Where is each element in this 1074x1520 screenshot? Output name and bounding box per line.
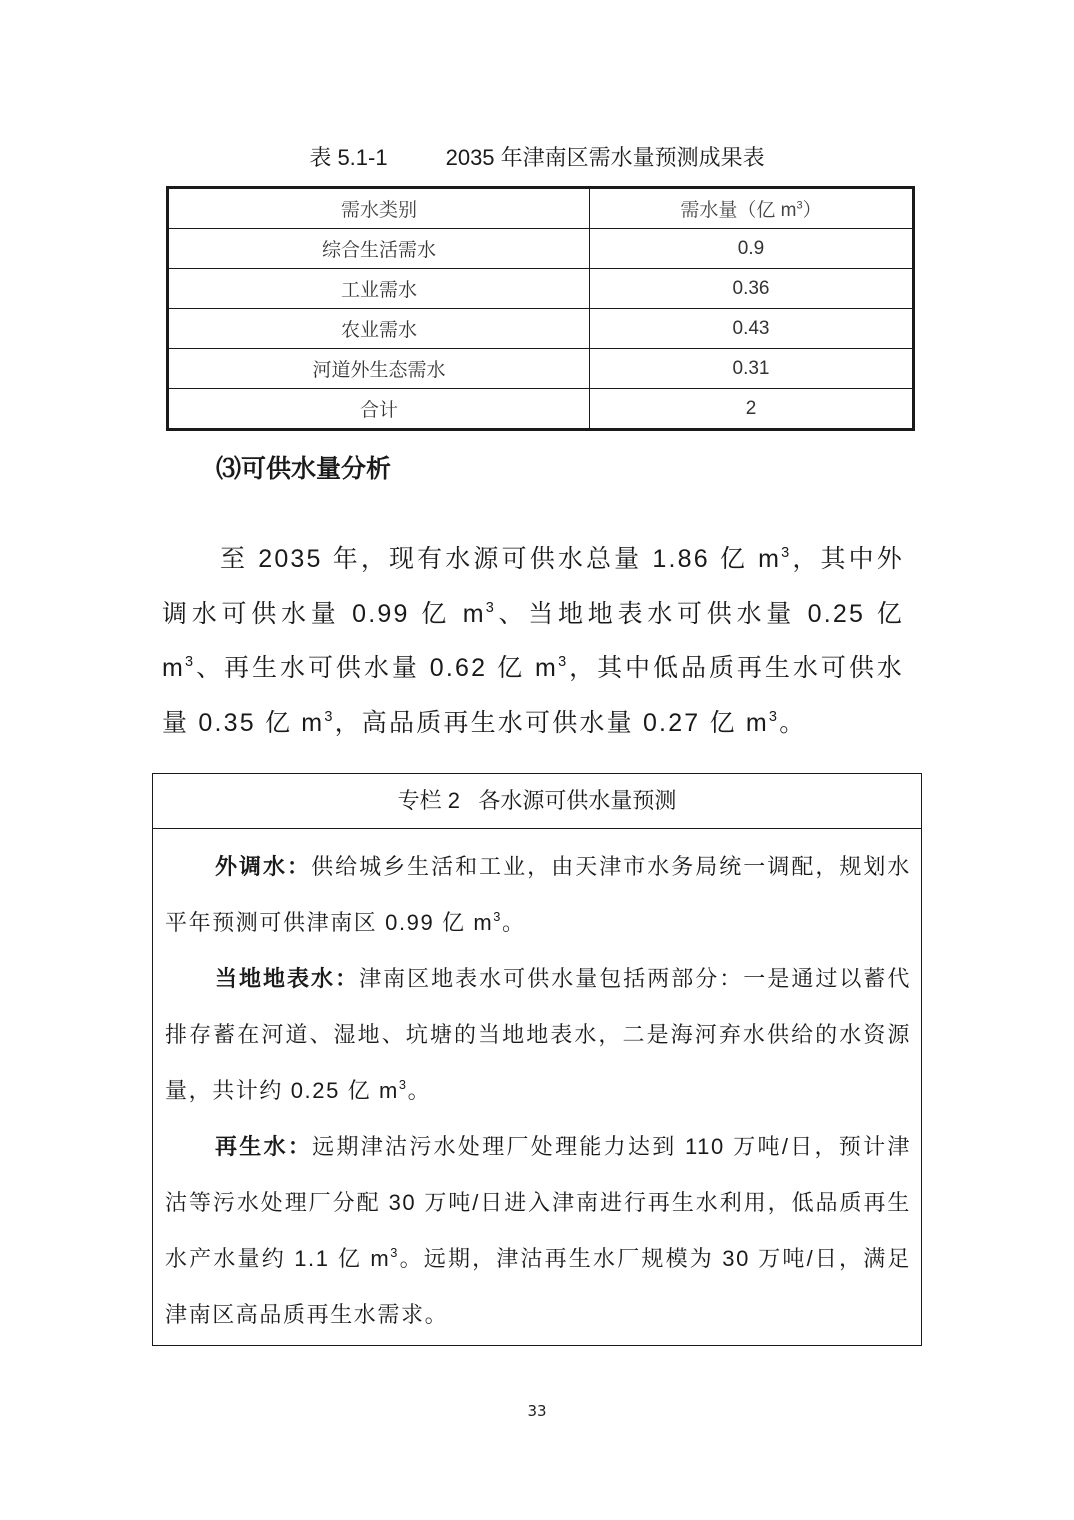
para-text: 至 2035 年，现有水源可供水总量 1.86 亿 m bbox=[220, 545, 782, 573]
row-amount: 0.43 bbox=[590, 309, 914, 349]
box-item-tail: 。 bbox=[407, 1078, 432, 1103]
row-category: 合计 bbox=[168, 389, 590, 430]
box-item-lead: 再生水： bbox=[215, 1134, 313, 1159]
para-text: ，高品质再生水可供水量 0.27 亿 m bbox=[334, 708, 769, 737]
row-amount: 0.9 bbox=[590, 229, 914, 269]
section-heading: ⑶可供水量分析 bbox=[216, 455, 392, 483]
row-amount: 0.31 bbox=[590, 349, 914, 389]
table-header-row bbox=[168, 188, 914, 229]
para-sup: 3 bbox=[768, 708, 780, 725]
box-item-tail: 。远期，津沽再生水厂规模为 30 万吨/日，满足津南区高品质再生水需求。 bbox=[165, 1246, 912, 1327]
para-text: 。 bbox=[779, 708, 807, 737]
water-demand-table bbox=[166, 186, 915, 431]
box-item-sup: 3 bbox=[493, 909, 502, 925]
box-item-external-water bbox=[165, 839, 911, 951]
row-category: 农业需水 bbox=[168, 309, 590, 349]
box-item-text: 供给城乡生活和工业，由天津市水务局统一调配，规划水平年预测可供津南区 0.99 亿 m bbox=[165, 854, 911, 935]
row-category: 综合生活需水 bbox=[168, 229, 590, 269]
box-item-tail: 。 bbox=[502, 910, 526, 935]
supply-analysis-paragraph bbox=[162, 532, 904, 750]
para-text: ，其中低品质再生水可供水量 0.35 亿 m bbox=[162, 654, 904, 737]
amount-header-text: 需水量（亿 m bbox=[680, 200, 797, 221]
para-sup: 3 bbox=[185, 653, 196, 670]
amount-header-suffix: ） bbox=[802, 200, 822, 221]
box-item-sup: 3 bbox=[398, 1077, 408, 1093]
para-text: 、再生水可供水量 0.62 亿 m bbox=[195, 654, 559, 682]
column-header-amount bbox=[590, 188, 914, 229]
column-header-category: 需水类别 bbox=[168, 188, 590, 229]
para-sup: 3 bbox=[781, 544, 792, 561]
table-row bbox=[168, 229, 914, 269]
para-sup: 3 bbox=[324, 708, 335, 725]
row-category: 工业需水 bbox=[168, 269, 590, 309]
table-row bbox=[168, 349, 914, 389]
column-box bbox=[152, 773, 922, 1346]
table-row bbox=[168, 309, 914, 349]
box-item-lead: 外调水： bbox=[215, 854, 312, 879]
column-box-body bbox=[153, 829, 921, 1343]
row-amount: 0.36 bbox=[590, 269, 914, 309]
amount-header-sup: 3 bbox=[796, 199, 803, 212]
row-category: 河道外生态需水 bbox=[168, 349, 590, 389]
para-text: ，其中外调水可供水量 0.99 亿 m bbox=[162, 545, 904, 628]
para-sup: 3 bbox=[558, 653, 569, 670]
box-item-sup: 3 bbox=[390, 1245, 399, 1261]
box-item-recycled-water bbox=[165, 1119, 911, 1343]
table-row-total bbox=[168, 389, 914, 430]
box-item-text: 津南区地表水可供水量包括两部分：一是通过以蓄代排存蓄在河道、湿地、坑塘的当地地表水，二是海河弃水供给的水资源量，共计约 0.25 亿 m bbox=[165, 966, 911, 1103]
para-sup: 3 bbox=[485, 599, 497, 616]
table-caption bbox=[0, 142, 1074, 174]
box-item-lead: 当地地表水： bbox=[215, 966, 360, 991]
table-caption-number: 表 5.1-1 bbox=[309, 145, 388, 170]
box-item-local-surface-water bbox=[165, 951, 911, 1119]
para-text: 、当地地表水可供水量 0.25 亿 m bbox=[162, 599, 905, 682]
table-caption-title: 2035 年津南区需水量预测成果表 bbox=[445, 145, 765, 170]
column-box-title: 专栏 2 各水源可供水量预测 bbox=[153, 774, 921, 829]
table-row bbox=[168, 269, 914, 309]
box-item-text: 远期津沽污水处理厂处理能力达到 110 万吨/日，预计津沽等污水处理厂分配 30 万吨/日进入津南进行再生水利用，低品质再生水产水量约 1.1 亿 m bbox=[165, 1134, 911, 1271]
page-number: 33 bbox=[527, 1402, 547, 1420]
row-amount: 2 bbox=[590, 389, 914, 430]
